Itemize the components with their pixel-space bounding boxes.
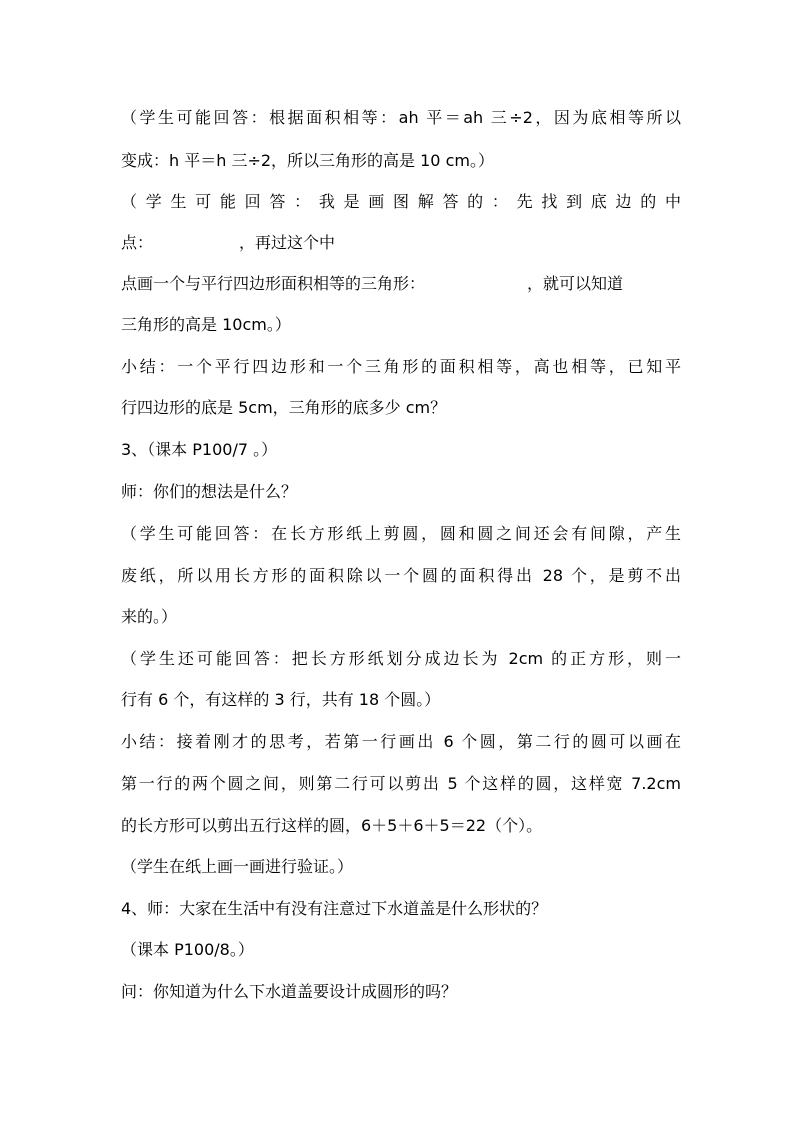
text-line: 三角形的高是 10cm。） [121, 315, 291, 334]
text-line: （课本 P100/8。） [121, 940, 254, 959]
text-line: 行四边形的底是 5cm，三角形的底多少 cm？ [121, 398, 447, 417]
text-line-with-blank [121, 233, 681, 253]
text-line: 废纸，所以用长方形的面积除以一个圆的面积得出 28 个，是剪不出 [121, 566, 681, 585]
text-fragment: 点画一个与平行四边形面积相等的三角形： [121, 274, 426, 293]
text-line: 的长方形可以剪出五行这样的圆，6＋5＋6＋5＝22（个）。 [121, 816, 543, 835]
text-line: （学生可能回答：根据面积相等：ah 平＝ah 三÷2，因为底相等所以 [121, 108, 681, 127]
text-line: 行有 6 个，有这样的 3 行，共有 18 个圆。） [121, 690, 441, 709]
text-line: 来的。） [121, 607, 178, 626]
text-line: 小结：接着刚才的思考，若第一行画出 6 个圆，第二行的圆可以画在 [121, 732, 681, 751]
text-fragment: 点： [121, 233, 154, 252]
text-line: （学生可能回答：在长方形纸上剪圆，圆和圆之间还会有间隙，产生 [121, 524, 681, 543]
text-line: （学生可能回答：我是画图解答的：先找到底边的中 [121, 192, 681, 211]
text-line: 师：你们的想法是什么？ [121, 482, 298, 501]
text-line: 变成：h 平＝h 三÷2，所以三角形的高是 10 cm。） [121, 151, 494, 170]
text-line: 3、（课本 P100/7 。） [121, 440, 278, 459]
text-line-with-blank [121, 274, 681, 294]
text-fragment: ，就可以知道 [527, 274, 624, 293]
text-line: 问：你知道为什么下水道盖要设计成圆形的吗？ [121, 982, 458, 1001]
text-line: 小结：一个平行四边形和一个三角形的面积相等，高也相等，已知平 [121, 357, 681, 376]
text-line: （学生在纸上画一画进行验证。） [121, 857, 354, 876]
text-fragment: ，再过这个中 [239, 233, 336, 252]
text-line: 4、师：大家在生活中有没有注意过下水道盖是什么形状的？ [121, 899, 548, 918]
text-line: 第一行的两个圆之间，则第二行可以剪出 5 个这样的圆，这样宽 7.2cm [121, 774, 681, 793]
text-line: （学生还可能回答：把长方形纸划分成边长为 2cm 的正方形，则一 [121, 649, 681, 668]
